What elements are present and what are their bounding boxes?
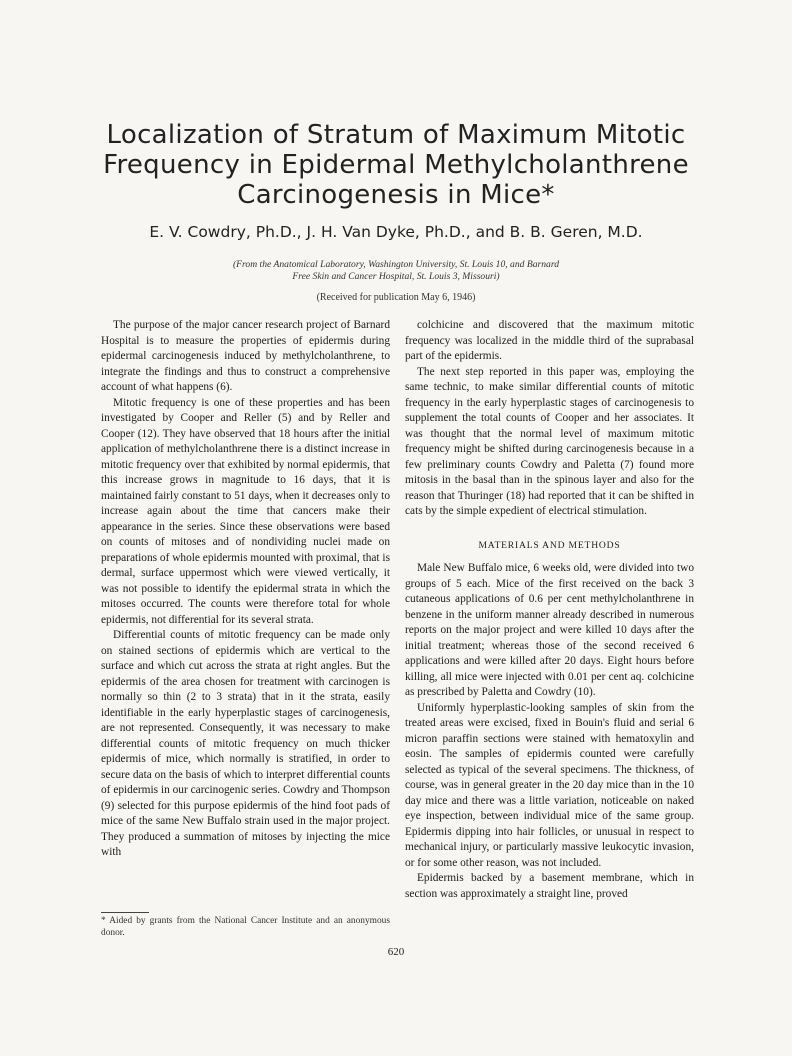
page-number: 620 bbox=[387, 946, 405, 958]
body-paragraph: colchicine and discovered that the maximum mitotic frequency was localized in the middle third of the suprabasal part of the epidermis. bbox=[405, 319, 694, 362]
footnote-rule bbox=[101, 912, 149, 913]
affiliation-line: (From the Anatomical Laboratory, Washington University, St. Louis 10, and Barnard bbox=[232, 259, 560, 270]
article-title bbox=[90, 120, 702, 210]
body-paragraph: Uniformly hyperplastic-looking samples of skin from the treated areas were excised, fixed in Bouin's fluid and serial 6 micron paraffin sections were stained with hematoxylin and eosin. The samples of epidermis counted were carefully selected as typical of the several specimens. The thickness, of course, was in general greater in the 20 day mice than in the 10 day mice and there was a little variation, noticeable on naked eye inspection, between individual mice of the same group. Epidermis dipping into hair follicles, or unusual in respect to mechanical injury, or particularly massive leukocytic invasion, or for some other reason, was not included. bbox=[405, 701, 694, 869]
footnote: * Aided by grants from the National Cancer Institute and an anonymous donor. bbox=[101, 916, 390, 938]
title-line: Localization of Stratum of Maximum Mitotic bbox=[106, 120, 686, 150]
author-list: E. V. Cowdry, Ph.D., J. H. Van Dyke, Ph.D., and B. B. Geren, M.D. bbox=[149, 223, 643, 241]
title-line: Frequency in Epidermal Methylcholanthrene bbox=[103, 150, 689, 180]
right-column bbox=[405, 318, 694, 902]
body-paragraph: Male New Buffalo mice, 6 weeks old, were divided into two groups of 5 each. Mice of the first received on the back 3 cutaneous applications of 0.6 per cent methylcholanthrene in benzene in the uniform manner already described in numerous reports on the major project and were killed 10 days after the initial treatment; whereas those of the second received 6 applications and were killed after 20 days. Eight hours before killing, all mice were injected with 0.01 per cent aq. colchicine as prescribed by Paletta and Cowdry (10). bbox=[405, 562, 694, 698]
body-paragraph: Differential counts of mitotic frequency can be made only on stained sections of epidermis which are vertical to the surface and which cut across the strata at right angles. But the epidermis of the area chosen for treatment with carcinogen is normally so thin (2 to 3 strata) that in it the strata, easily identifiable in the early hyperplastic stages of carcinogenesis, are not represented. Consequently, it was necessary to make differential counts of mitotic frequency on much thicker epidermis of mice, which normally is stratified, in order to secure data on the basis of which to interpret differential counts of epidermis in our carcinogenic series. Cowdry and Thompson (9) selected for this purpose epidermis of the hind foot pads of mice of the same New Buffalo strain used in the major project. They produced a summation of mitoses by injecting the mice with bbox=[101, 629, 390, 858]
title-line: Carcinogenesis in Mice* bbox=[237, 180, 555, 210]
left-column bbox=[101, 318, 390, 861]
body-paragraph: Epidermis backed by a basement membrane, which in section was approximately a straight line, proved bbox=[405, 872, 694, 900]
body-paragraph: The next step reported in this paper was, employing the same technic, to make similar differential counts of mitotic frequency in the early hyperplastic stages of carcinogenesis to supplement the total counts of Cooper and her associates. It was thought that the normal level of maximum mitotic frequency might be shifted during carcinogenesis because in a few preliminary counts Cowdry and Paletta (7) found more mitosis in the basal than in the spinous layer and also for the reason that Thuringer (18) had reported that it can be shifted in cats by the simple expedient of electrical stimulation. bbox=[405, 365, 694, 517]
received-date: (Received for publication May 6, 1946) bbox=[316, 292, 476, 303]
affiliation bbox=[160, 259, 632, 283]
body-paragraph: The purpose of the major cancer research project of Barnard Hospital is to measure the properties of epidermis during epidermal carcinogenesis induced by methylcholanthrene, to integrate the findings and thus to construct a comprehensive account of what happens (6). bbox=[101, 319, 390, 393]
affiliation-line: Free Skin and Cancer Hospital, St. Louis 3, Missouri) bbox=[292, 271, 500, 282]
section-heading: MATERIALS AND METHODS bbox=[478, 539, 621, 551]
body-paragraph: Mitotic frequency is one of these properties and has been investigated by Cooper and Reller (5) and by Reller and Cooper (12). They have observed that 18 hours after the initial application of methylcholanthrene there is a distinct increase in mitotic frequency over that exhibited by normal epidermis, that this increase grows in magnitude to 16 days, that it is maintained fairly constant to 51 days, when it decreases only to increase again about the time that cancers make their appearance in the series. Since these observations were based on counts of mitoses and of nondividing nuclei made on preparations of whole epidermis mounted with proximal, that is dermal, surface uppermost which were viewed vertically, it was not possible to identify the epidermal strata in which the mitoses occurred. The counts were therefore total for whole epidermis, not differential for its several strata. bbox=[101, 396, 390, 626]
